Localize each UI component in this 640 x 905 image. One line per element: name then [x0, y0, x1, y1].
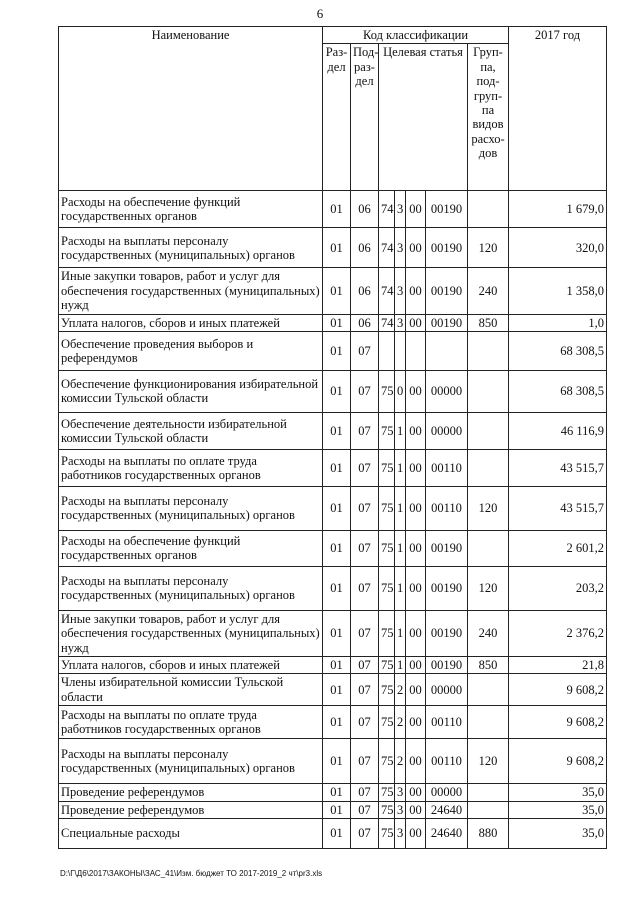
row-subsection: 07 [351, 674, 379, 706]
row-section: 01 [323, 268, 351, 314]
row-name: Расходы на выплаты по оплате труда работников государственных органов [59, 706, 323, 739]
row-target-2: 1 [395, 449, 406, 486]
row-amount: 68 308,5 [509, 331, 607, 370]
row-section: 01 [323, 228, 351, 268]
row-target-3: 00 [406, 530, 426, 566]
header-target-article: Целевая статья [379, 44, 468, 191]
row-section: 01 [323, 674, 351, 706]
row-target-4: 00000 [426, 784, 468, 801]
row-target-4: 00190 [426, 191, 468, 228]
row-amount: 1 358,0 [509, 268, 607, 314]
header-expense-group: Груп-па, под-груп-па видов расхо-дов [468, 44, 509, 191]
row-expense-group: 120 [468, 739, 509, 784]
row-expense-group [468, 801, 509, 818]
row-target-4: 00000 [426, 412, 468, 449]
row-section: 01 [323, 801, 351, 818]
header-code-group: Код классификации [323, 27, 509, 44]
row-expense-group: 120 [468, 486, 509, 530]
row-target-3: 00 [406, 449, 426, 486]
row-target-2 [395, 331, 406, 370]
row-expense-group: 850 [468, 314, 509, 331]
row-target-2: 1 [395, 610, 406, 656]
row-target-4: 00110 [426, 486, 468, 530]
row-name: Члены избирательной комиссии Тульской области [59, 674, 323, 706]
row-amount: 1,0 [509, 314, 607, 331]
row-target-1: 75 [379, 449, 395, 486]
row-section: 01 [323, 314, 351, 331]
row-subsection: 06 [351, 228, 379, 268]
table-row [59, 801, 607, 818]
row-expense-group [468, 370, 509, 412]
row-target-3: 00 [406, 314, 426, 331]
row-target-2: 3 [395, 268, 406, 314]
row-expense-group [468, 784, 509, 801]
row-target-3: 00 [406, 370, 426, 412]
header-name: Наименование [59, 27, 323, 191]
row-expense-group: 880 [468, 818, 509, 848]
table-row [59, 818, 607, 848]
row-subsection: 07 [351, 566, 379, 610]
table-row [59, 268, 607, 314]
row-target-3: 00 [406, 657, 426, 674]
row-target-2: 0 [395, 370, 406, 412]
row-target-4: 00190 [426, 610, 468, 656]
row-target-2: 3 [395, 801, 406, 818]
row-subsection: 07 [351, 801, 379, 818]
row-name: Проведение референдумов [59, 784, 323, 801]
row-target-4: 00190 [426, 314, 468, 331]
row-section: 01 [323, 191, 351, 228]
row-target-1: 75 [379, 706, 395, 739]
row-amount: 203,2 [509, 566, 607, 610]
row-target-4: 00190 [426, 657, 468, 674]
row-target-1: 75 [379, 818, 395, 848]
table-row [59, 657, 607, 674]
row-name: Иные закупки товаров, работ и услуг для обеспечения государственных (муниципальных) нужд [59, 268, 323, 314]
row-amount: 21,8 [509, 657, 607, 674]
row-section: 01 [323, 331, 351, 370]
row-target-1: 74 [379, 191, 395, 228]
row-subsection: 07 [351, 486, 379, 530]
header-year: 2017 год [509, 27, 607, 191]
row-section: 01 [323, 784, 351, 801]
row-subsection: 07 [351, 412, 379, 449]
row-expense-group [468, 706, 509, 739]
row-section: 01 [323, 370, 351, 412]
row-expense-group [468, 412, 509, 449]
table-row [59, 610, 607, 656]
row-name: Уплата налогов, сборов и иных платежей [59, 657, 323, 674]
row-target-2: 3 [395, 191, 406, 228]
row-subsection: 07 [351, 706, 379, 739]
row-target-2: 2 [395, 706, 406, 739]
table-row [59, 228, 607, 268]
row-target-4: 00190 [426, 530, 468, 566]
row-target-1: 75 [379, 610, 395, 656]
row-target-4: 24640 [426, 818, 468, 848]
row-amount: 35,0 [509, 784, 607, 801]
table-row [59, 486, 607, 530]
row-subsection: 07 [351, 449, 379, 486]
row-target-4: 00110 [426, 449, 468, 486]
row-target-3: 00 [406, 674, 426, 706]
row-section: 01 [323, 412, 351, 449]
table-row [59, 566, 607, 610]
table-row [59, 530, 607, 566]
row-section: 01 [323, 449, 351, 486]
row-name: Расходы на обеспечение функций государственных органов [59, 530, 323, 566]
row-target-1: 74 [379, 268, 395, 314]
row-section: 01 [323, 610, 351, 656]
row-target-4 [426, 331, 468, 370]
row-target-3: 00 [406, 801, 426, 818]
row-target-1: 74 [379, 314, 395, 331]
row-target-4: 00110 [426, 739, 468, 784]
row-target-3: 00 [406, 784, 426, 801]
table-row [59, 784, 607, 801]
row-expense-group [468, 530, 509, 566]
row-expense-group: 240 [468, 268, 509, 314]
budget-table [58, 26, 607, 849]
row-name: Обеспечение функционирования избирательной комиссии Тульской области [59, 370, 323, 412]
row-amount: 43 515,7 [509, 486, 607, 530]
row-target-3: 00 [406, 412, 426, 449]
row-target-2: 1 [395, 657, 406, 674]
table-row [59, 191, 607, 228]
row-subsection: 07 [351, 784, 379, 801]
row-expense-group: 120 [468, 566, 509, 610]
row-amount: 9 608,2 [509, 706, 607, 739]
row-target-4: 00190 [426, 228, 468, 268]
row-target-1: 75 [379, 801, 395, 818]
row-section: 01 [323, 486, 351, 530]
row-amount: 9 608,2 [509, 674, 607, 706]
table-body [59, 191, 607, 849]
row-name: Расходы на обеспечение функций государственных органов [59, 191, 323, 228]
row-name: Иные закупки товаров, работ и услуг для обеспечения государственных (муниципальных) нужд [59, 610, 323, 656]
row-target-2: 3 [395, 228, 406, 268]
table-row [59, 706, 607, 739]
row-target-2: 2 [395, 739, 406, 784]
row-target-1: 74 [379, 228, 395, 268]
row-target-1: 75 [379, 566, 395, 610]
row-target-3 [406, 331, 426, 370]
row-name: Обеспечение деятельности избирательной комиссии Тульской области [59, 412, 323, 449]
table-row [59, 314, 607, 331]
row-amount: 320,0 [509, 228, 607, 268]
row-target-2: 2 [395, 674, 406, 706]
row-amount: 1 679,0 [509, 191, 607, 228]
row-target-1: 75 [379, 674, 395, 706]
row-target-2: 3 [395, 784, 406, 801]
table-row [59, 412, 607, 449]
row-target-4: 00000 [426, 370, 468, 412]
row-expense-group: 120 [468, 228, 509, 268]
row-amount: 9 608,2 [509, 739, 607, 784]
row-expense-group: 850 [468, 657, 509, 674]
row-name: Расходы на выплаты персоналу государственных (муниципальных) органов [59, 486, 323, 530]
table-row [59, 370, 607, 412]
row-target-1: 75 [379, 657, 395, 674]
row-subsection: 07 [351, 818, 379, 848]
row-target-2: 1 [395, 412, 406, 449]
row-subsection: 07 [351, 370, 379, 412]
row-target-4: 00000 [426, 674, 468, 706]
row-expense-group: 240 [468, 610, 509, 656]
row-target-2: 1 [395, 486, 406, 530]
row-section: 01 [323, 566, 351, 610]
row-target-4: 24640 [426, 801, 468, 818]
row-target-3: 00 [406, 268, 426, 314]
row-target-3: 00 [406, 228, 426, 268]
row-name: Специальные расходы [59, 818, 323, 848]
row-subsection: 06 [351, 191, 379, 228]
row-name: Проведение референдумов [59, 801, 323, 818]
row-target-4: 00190 [426, 268, 468, 314]
row-target-3: 00 [406, 566, 426, 610]
row-subsection: 07 [351, 530, 379, 566]
row-target-1 [379, 331, 395, 370]
row-section: 01 [323, 657, 351, 674]
row-target-1: 75 [379, 370, 395, 412]
row-subsection: 07 [351, 739, 379, 784]
table-row [59, 674, 607, 706]
row-target-2: 3 [395, 314, 406, 331]
row-target-1: 75 [379, 486, 395, 530]
row-name: Расходы на выплаты персоналу государственных (муниципальных) органов [59, 566, 323, 610]
file-path-footer: D:\Г\Д6\2017\ЗАКОНЫ\ЗАС_41\Изм. бюджет ТО 2017-2019_2 чт\рr3.xls [60, 869, 323, 878]
row-expense-group [468, 449, 509, 486]
row-target-4: 00190 [426, 566, 468, 610]
row-target-3: 00 [406, 739, 426, 784]
row-section: 01 [323, 530, 351, 566]
row-target-1: 75 [379, 739, 395, 784]
row-name: Обеспечение проведения выборов и референдумов [59, 331, 323, 370]
row-amount: 46 116,9 [509, 412, 607, 449]
row-section: 01 [323, 706, 351, 739]
row-target-1: 75 [379, 412, 395, 449]
row-amount: 2 376,2 [509, 610, 607, 656]
table-row [59, 449, 607, 486]
row-section: 01 [323, 739, 351, 784]
row-amount: 68 308,5 [509, 370, 607, 412]
row-name: Расходы на выплаты по оплате труда работников государственных органов [59, 449, 323, 486]
row-amount: 2 601,2 [509, 530, 607, 566]
row-expense-group [468, 674, 509, 706]
row-name: Расходы на выплаты персоналу государственных (муниципальных) органов [59, 228, 323, 268]
row-target-1: 75 [379, 530, 395, 566]
header-section: Раз-дел [323, 44, 351, 191]
row-target-4: 00110 [426, 706, 468, 739]
row-amount: 35,0 [509, 818, 607, 848]
row-target-3: 00 [406, 706, 426, 739]
row-amount: 35,0 [509, 801, 607, 818]
row-target-2: 1 [395, 566, 406, 610]
row-subsection: 06 [351, 314, 379, 331]
row-name: Уплата налогов, сборов и иных платежей [59, 314, 323, 331]
row-subsection: 07 [351, 657, 379, 674]
row-expense-group [468, 191, 509, 228]
row-expense-group [468, 331, 509, 370]
row-target-3: 00 [406, 191, 426, 228]
row-target-3: 00 [406, 610, 426, 656]
row-target-2: 3 [395, 818, 406, 848]
row-subsection: 07 [351, 331, 379, 370]
row-target-3: 00 [406, 818, 426, 848]
row-target-2: 1 [395, 530, 406, 566]
row-amount: 43 515,7 [509, 449, 607, 486]
table-row [59, 331, 607, 370]
row-subsection: 06 [351, 268, 379, 314]
row-name: Расходы на выплаты персоналу государственных (муниципальных) органов [59, 739, 323, 784]
row-subsection: 07 [351, 610, 379, 656]
header-subsection: Под-раз-дел [351, 44, 379, 191]
row-target-3: 00 [406, 486, 426, 530]
page-number: 6 [316, 6, 324, 21]
row-target-1: 75 [379, 784, 395, 801]
row-section: 01 [323, 818, 351, 848]
table-row [59, 739, 607, 784]
